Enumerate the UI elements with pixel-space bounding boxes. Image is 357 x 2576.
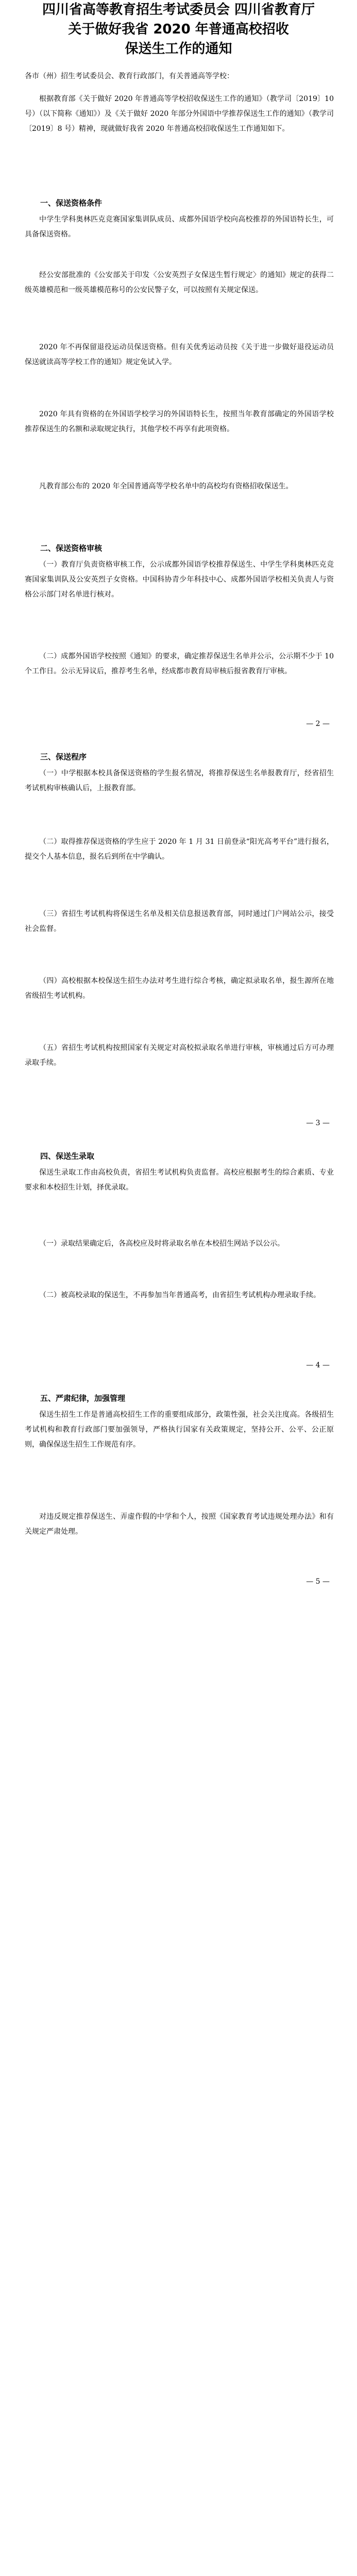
section-1-paragraph: 凡教育部公布的 2020 年全国普通高等学校名单中的高校均有资格招收保送生。 [39,482,293,490]
section-heading-3: 三、保送程序 [40,752,87,761]
section-2-paragraph: （一）教育厅负责资格审核工作，公示成都外国语学校推荐保送生、中学生学科奥林匹克竞赛国家集训队及公安英烈子女资格。中国科协青少年科技中心、成都外国语学校相关负责人与资格公示部门对名单进行核对。 [25,561,334,599]
page-number: — 5 — [306,1578,330,1586]
section-3-paragraph: （三）省招生考试机构将保送生名单及相关信息报送教育部，同时通过门户网站公示，接受社会监督。 [25,910,334,933]
section-1-paragraph: 经公安部批准的《公安部关于印发〈公安英烈子女保送生暂行规定〉的通知》规定的获得二级英雄模范和一级英雄模范称号的公安民警子女，可以按照有关规定保送。 [25,271,334,294]
section-heading-5: 五、严肃纪律，加强管理 [40,1394,126,1403]
page-number: — 2 — [306,720,330,728]
document-title-line3: 保送生工作的通知 [125,41,232,57]
section-3-paragraph: （五）省招生考试机构按照国家有关规定对高校拟录取名单进行审核，审核通过后方可办理录取手续。 [25,1044,334,1067]
section-heading-4: 四、保送生录取 [40,1151,95,1161]
section-1-paragraph: 中学生学科奥林匹克竞赛国家集训队成员、成都外国语学校向高校推荐的外国语特长生，可具备保送资格。 [25,215,334,239]
section-5-paragraph: 对违反规定推荐保送生、弄虚作假的中学和个人，按照《国家教育考试违规处理办法》和有关规定严肃处理。 [25,1513,334,1536]
section-1-paragraph: 2020 年不再保留退役运动员保送资格。但有关优秀运动员按《关于进一步做好退役运动员保送就读高等学校工作的通知》规定免试入学。 [25,343,334,366]
section-4-paragraph: （二）被高校录取的保送生，不再参加当年普通高考，由省招生考试机构办理录取手续。 [39,1291,320,1299]
section-heading-1: 一、保送资格条件 [40,198,103,208]
section-5-paragraph: 保送生招生工作是普通高校招生工作的重要组成部分，政策性强，社会关注度高。各级招生考试机构和教育行政部门要加强领导，严格执行国家有关政策规定，坚持公开、公平、公正原则，确保保送生招生工作规范有序。 [25,1411,334,1449]
section-3-paragraph: （一）中学根据本校具备保送资格的学生报名情况，将推荐保送生名单报教育厅，经省招生考试机构审核确认后，上报教育部。 [25,769,334,792]
page-number: — 3 — [306,1119,330,1127]
section-4-paragraph: （一）录取结果确定后，各高校应及时将录取名单在本校招生网站予以公示。 [39,1240,284,1248]
section-1-paragraph: 2020 年具有资格的在外国语学校学习的外国语特长生，按照当年教育部确定的外国语学校推荐保送生的名额和录取规定执行，其他学校不再享有此项资格。 [25,410,334,433]
section-heading-2: 二、保送资格审核 [40,544,103,553]
section-2-paragraph: （二）成都外国语学校按照《通知》的要求，确定推荐保送生名单并公示，公示期不少于 10 个工作日。公示无异议后，推荐考生名单，经成都市教育局审核后报省教育厅审核。 [25,652,334,675]
intro-paragraph: 根据教育部《关于做好 2020 年普通高等学校招收保送生工作的通知》（教学司〔2019〕10 号）（以下简称《通知》）及《关于做好 2020 年部分外国语中学推荐保送生工作的通知》（教学司〔2019〕8 号）精神，现就做好我省 2020 年普通高校招收保送生工作通知如下。 [25,95,334,133]
salutation: 各市（州）招生考试委员会、教育行政部门，有关普通高等学校： [25,72,234,80]
document-title-line1: 四川省高等教育招生考试委员会 四川省教育厅 [42,2,315,18]
document-title-line2: 关于做好我省 2020 年普通高校招收 [68,22,289,37]
section-3-paragraph: （二）取得推荐保送资格的学生应于 2020 年 1 月 31 日前登录“阳光高考平台”进行报名，提交个人基本信息，报名后到所在中学确认。 [25,838,334,861]
section-3-paragraph: （四）高校根据本校保送生招生办法对考生进行综合考核，确定拟录取名单，报生源所在地省级招生考试机构。 [25,977,334,1000]
section-4-paragraph: 保送生录取工作由高校负责，省招生考试机构负责监督。高校应根据考生的综合素质、专业要求和本校招生计划，择优录取。 [25,1168,334,1192]
page-number: — 4 — [306,1361,330,1369]
